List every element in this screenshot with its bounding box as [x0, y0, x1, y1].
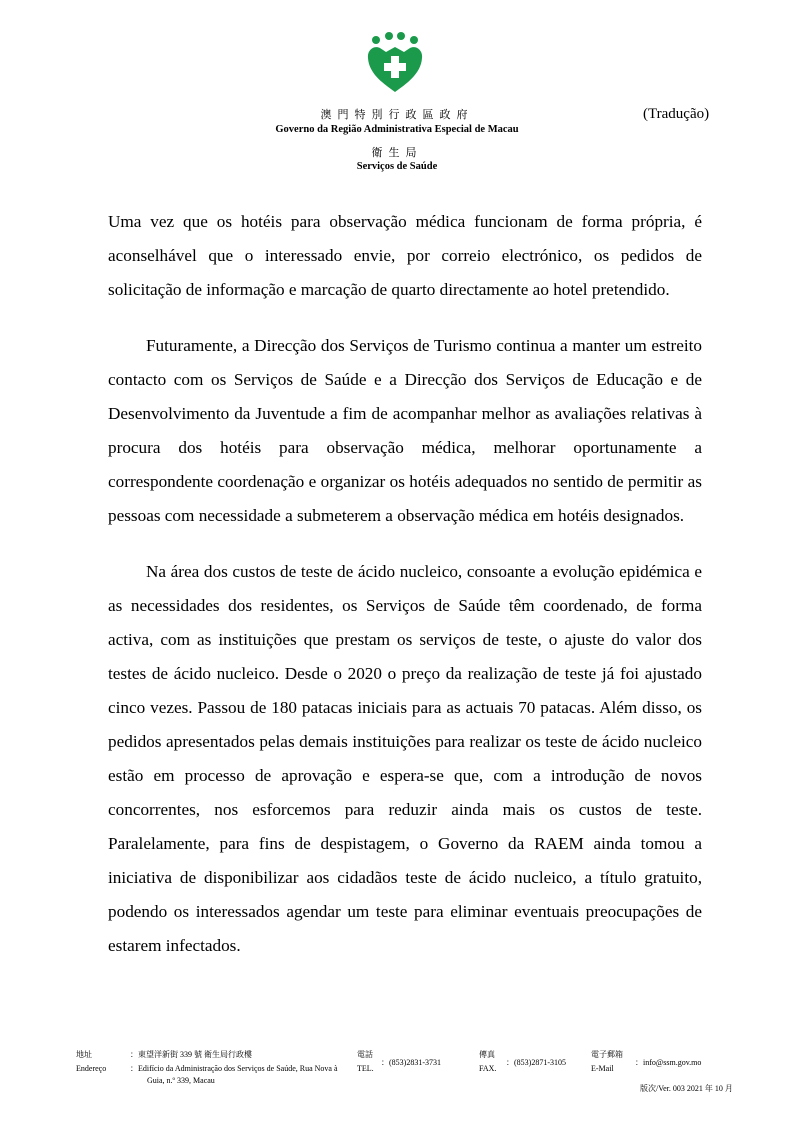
health-services-logo [366, 32, 424, 94]
logo-figure-head [372, 36, 380, 44]
address-portuguese-line2: Guia, n.º 339, Macau [147, 1076, 215, 1085]
translation-note: (Tradução) [643, 106, 710, 122]
logo-figure-head [410, 36, 418, 44]
logo-figure-head [397, 32, 405, 40]
address-chinese: ：東望洋新街 339 號 衛生局行政樓 [130, 1050, 252, 1059]
paragraph: Na área dos custos de teste de ácido nucleico, consoante a evolução epidémica e as necessidades dos residentes, os Serviços de Saúde têm coordenado, de forma activa, com as instituições que prestam os serviços de teste, o ajuste do valor dos testes de ácido nucleico. Desde o 2020 o preço da realização de teste já foi ajustado cinco vezes. Passou de 180 patacas iniciais para as actuais 70 patacas. Além disso, os pedidos apresentados pelas demais instituições para realizar os teste de ácido nucleico estão em processo de aprovação e espera-se que, com a introdução de novos concorrentes, nos esforcemos para reduzir ainda mais os custos de teste. Paralelamente, para fins de despistagem, o Governo da RAEM ainda tomou a iniciativa de disponibilizar aos cidadãos teste de ácido nucleico, a título gratuito, podendo os interessados agendar um teste para eliminar eventuais preocupações de estarem infectados. [108, 562, 702, 955]
tel-label-chinese: 電話 [357, 1050, 373, 1059]
tel-number: ：(853)2831-3731 [381, 1058, 441, 1067]
address-label-chinese: 地址 [76, 1050, 92, 1059]
paragraph: Futuramente, a Direcção dos Serviços de Turismo continua a manter um estreito contacto com os Serviços de Saúde e a Direcção dos Serviços de Educação e de Desenvolvimento da Juventude a fim de acompanhar melhor as avaliações relativas à procura dos hotéis para observação médica, melhorar oportunamente a correspondente coordenação e organizar os hotéis adequados no sentido de permitir as pessoas com necessidade a submeterem a observação médica em hotéis designados. [108, 336, 702, 525]
fax-label-portuguese: FAX. [479, 1064, 497, 1073]
department-name-portuguese: Serviços de Saúde [356, 161, 438, 172]
department-name-chinese: 衛生局 [371, 147, 423, 159]
document-version: 版次/Ver. 003 2021 年 10 月 [640, 1084, 733, 1093]
email-label-portuguese: E-Mail [591, 1064, 614, 1073]
paragraph: Uma vez que os hotéis para observação médica funcionam de forma própria, é aconselhável que o interessado envie, por correio electrónico, os pedidos de solicitação de informação e marcação de quarto directamente ao hotel pretendido. [108, 212, 702, 299]
email-address: ：info@ssm.gov.mo [635, 1058, 702, 1067]
fax-number: ：(853)2871-3105 [506, 1058, 566, 1067]
document-body [108, 205, 702, 985]
address-label-portuguese: Endereço [76, 1064, 107, 1073]
fax-label-chinese: 傳真 [479, 1050, 495, 1059]
government-name-chinese: 澳門特別行政區政府 [320, 109, 474, 121]
email-label-chinese: 電子郵箱 [591, 1050, 623, 1059]
tel-label-portuguese: TEL. [357, 1064, 374, 1073]
government-name-portuguese: Governo da Região Administrativa Especial de Macau [275, 124, 519, 135]
logo-figure-head [385, 32, 393, 40]
address-portuguese-line1: ：Edifício da Administração dos Serviços de Saúde, Rua Nova à [130, 1064, 338, 1073]
